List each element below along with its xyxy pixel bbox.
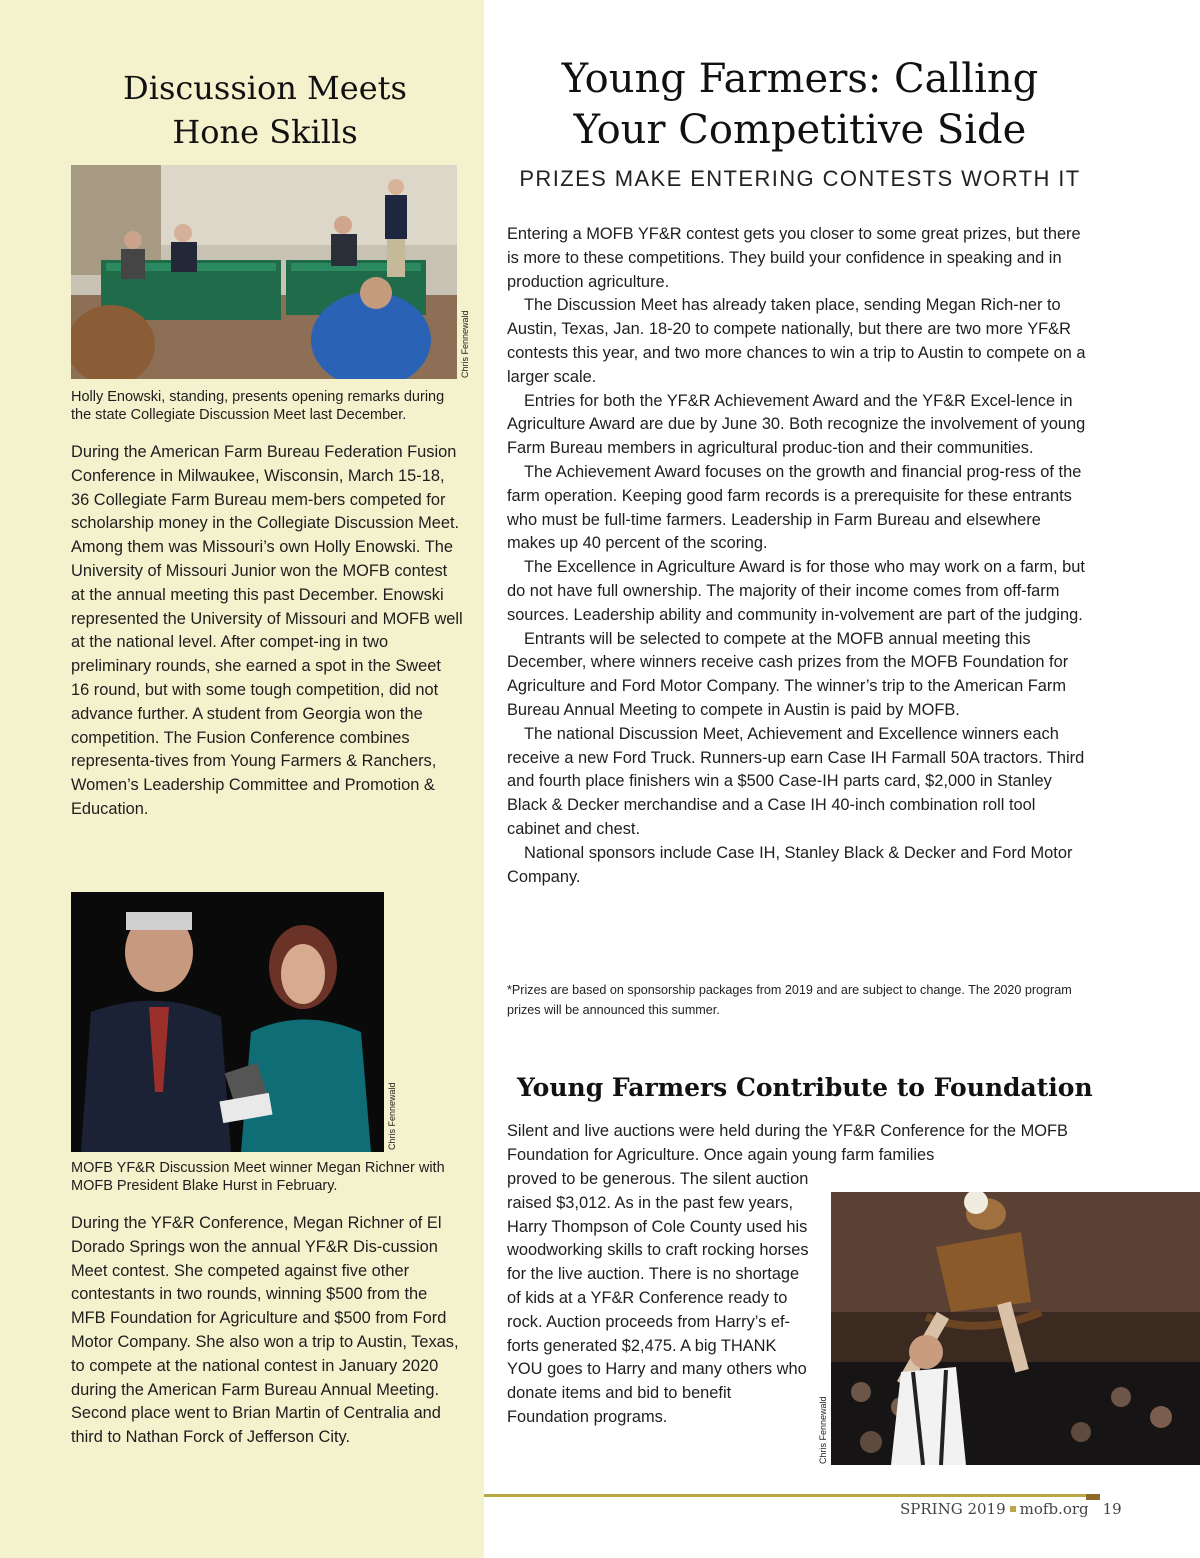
paragraph: The Achievement Award focuses on the growth and financial prog-ress of the farm operation. Keeping good farm records is a prerequisite for these entrants who must be full-time farmers. Leadership in Farm Bureau and elsewhere makes up 40 percent of the scoring. [507, 462, 1082, 553]
main-headline-line1: Young Farmers: Calling [561, 56, 1039, 102]
website-link[interactable]: mofb.org [1019, 1500, 1089, 1518]
auction-photo [831, 1192, 1200, 1465]
paragraph: The Excellence in Agriculture Award is for those who may work on a farm, but do not have full ownership. The majority of their income comes from off-farm sources. Leadership ability and community in-volvement are part of the judging. [507, 558, 1085, 624]
foundation-headline: Young Farmers Contribute to Foundation [517, 1073, 1093, 1102]
photo-credit: Chris Fennewald [818, 1396, 828, 1464]
paragraph: Entries for both the YF&R Achievement Award and the YF&R Excel-lence in Agriculture Award are due by June 30. Both recognize the involvement of young Farm Bureau members in agricultural produc-tion and their communities. [507, 391, 1086, 458]
photo-caption: MOFB YF&R Discussion Meet winner Megan Richner with MOFB President Blake Hurst in February. [71, 1160, 445, 1194]
paragraph: The Discussion Meet has already taken place, sending Megan Rich-ner to Austin, Texas, Jan. 18-20 to compete nationally, but there are two more YF&R contests this year, and two more chances to win a trip to Austin to compete on a larger scale. [507, 296, 1086, 386]
photo-credit: Chris Fennewald [460, 310, 470, 378]
sidebar-headline-line1: Discussion Meets [123, 69, 407, 107]
article-body: During the American Farm Bureau Federation Fusion Conference in Milwaukee, Wisconsin, March 15-18, 36 Collegiate Farm Bureau mem-bers competed for scholarship money in the Collegiate Discussion Meet. Among them was Missouri’s own Holly Enowski. The University of Missouri Junior won the MOFB contest at the annual meeting this past December. Enowski represented the University of Missouri and MOFB well at the national level. After compet-ing in two preliminary rounds, she earned a spot in the Sweet 16 round, but with some tough competition, did not advance further. A student from Georgia won the competition. The Fusion Conference combines representa-tives from Young Farmers & Ranchers, Women’s Leadership Committee and Promotion & Education. [71, 443, 463, 818]
paragraph: Entering a MOFB YF&R contest gets you closer to some great prizes, but there is more to these competitions. They build your confidence in speaking and in production agriculture. [507, 225, 1081, 291]
article-body: During the YF&R Conference, Megan Richner of El Dorado Springs won the annual YF&R Dis-cussion Meet contest. She competed against five other contestants in two rounds, winning $500 from the MFB Foundation for Agriculture and $500 from Ford Motor Company. She also won a trip to Austin, Texas, to compete at the national contest in January 2020 during the American Farm Bureau Annual Meeting. Second place went to Brian Martin of Centralia and third to Nathan Forck of Jefferson City. [71, 1214, 459, 1447]
paragraph: National sponsors include Case IH, Stanley Black & Decker and Ford Motor Company. [507, 843, 1073, 886]
sidebar-headline [70, 66, 460, 154]
issue-label: SPRING 2019 [900, 1500, 1006, 1518]
sidebar-headline-line2: Hone Skills [172, 113, 358, 151]
square-bullet-icon [1010, 1506, 1016, 1512]
paragraph: Entrants will be selected to compete at the MOFB annual meeting this December, where winners receive cash prizes from the MOFB Foundation for Agriculture and Ford Motor Company. The winner’s trip to the American Farm Bureau Annual Meeting to compete in Austin is paid by MOFB. [507, 629, 1069, 719]
main-headline [500, 54, 1100, 156]
page-footer [900, 1500, 1122, 1518]
foundation-intro: Silent and live auctions were held during the YF&R Conference for the MOFB Foundation for Agriculture. Once again young farm families [507, 1122, 1068, 1164]
photo-credit: Chris Fennewald [387, 1082, 397, 1150]
discussion-meet-photo [71, 165, 457, 379]
page-number: 19 [1102, 1500, 1122, 1518]
main-article-body [507, 223, 1091, 889]
foundation-body: proved to be generous. The silent auction raised $3,012. As in the past few years, Harry Thompson of Cole County used his woodworking skills to craft rocking horses for the live auction. There is no shortage of kids at a YF&R Conference ready to rock. Auction proceeds from Harry’s ef-forts generated $2,475. A big THANK YOU goes to Harry and many others who donate items and bid to benefit Foundation programs. [507, 1170, 809, 1426]
footer-rule [484, 1494, 1100, 1497]
footnote: *Prizes are based on sponsorship packages from 2019 and are subject to change. The 2020 program prizes will be announced this summer. [507, 983, 1072, 1017]
main-headline-line2: Your Competitive Side [573, 107, 1027, 153]
paragraph: The national Discussion Meet, Achievement and Excellence winners each receive a new Ford Truck. Runners-up earn Case IH Farmall 50A tractors. Third and fourth place finishers win a $500 Case-IH parts card, $2,000 in Stanley Black & Decker merchandise and a Case IH 40-inch combination roll tool cabinet and chest. [507, 724, 1085, 838]
award-photo [71, 892, 384, 1152]
photo-caption: Holly Enowski, standing, presents opening remarks during the state Collegiate Discussion Meet last December. [71, 389, 445, 423]
subheadline: PRIZES MAKE ENTERING CONTESTS WORTH IT [519, 166, 1081, 191]
